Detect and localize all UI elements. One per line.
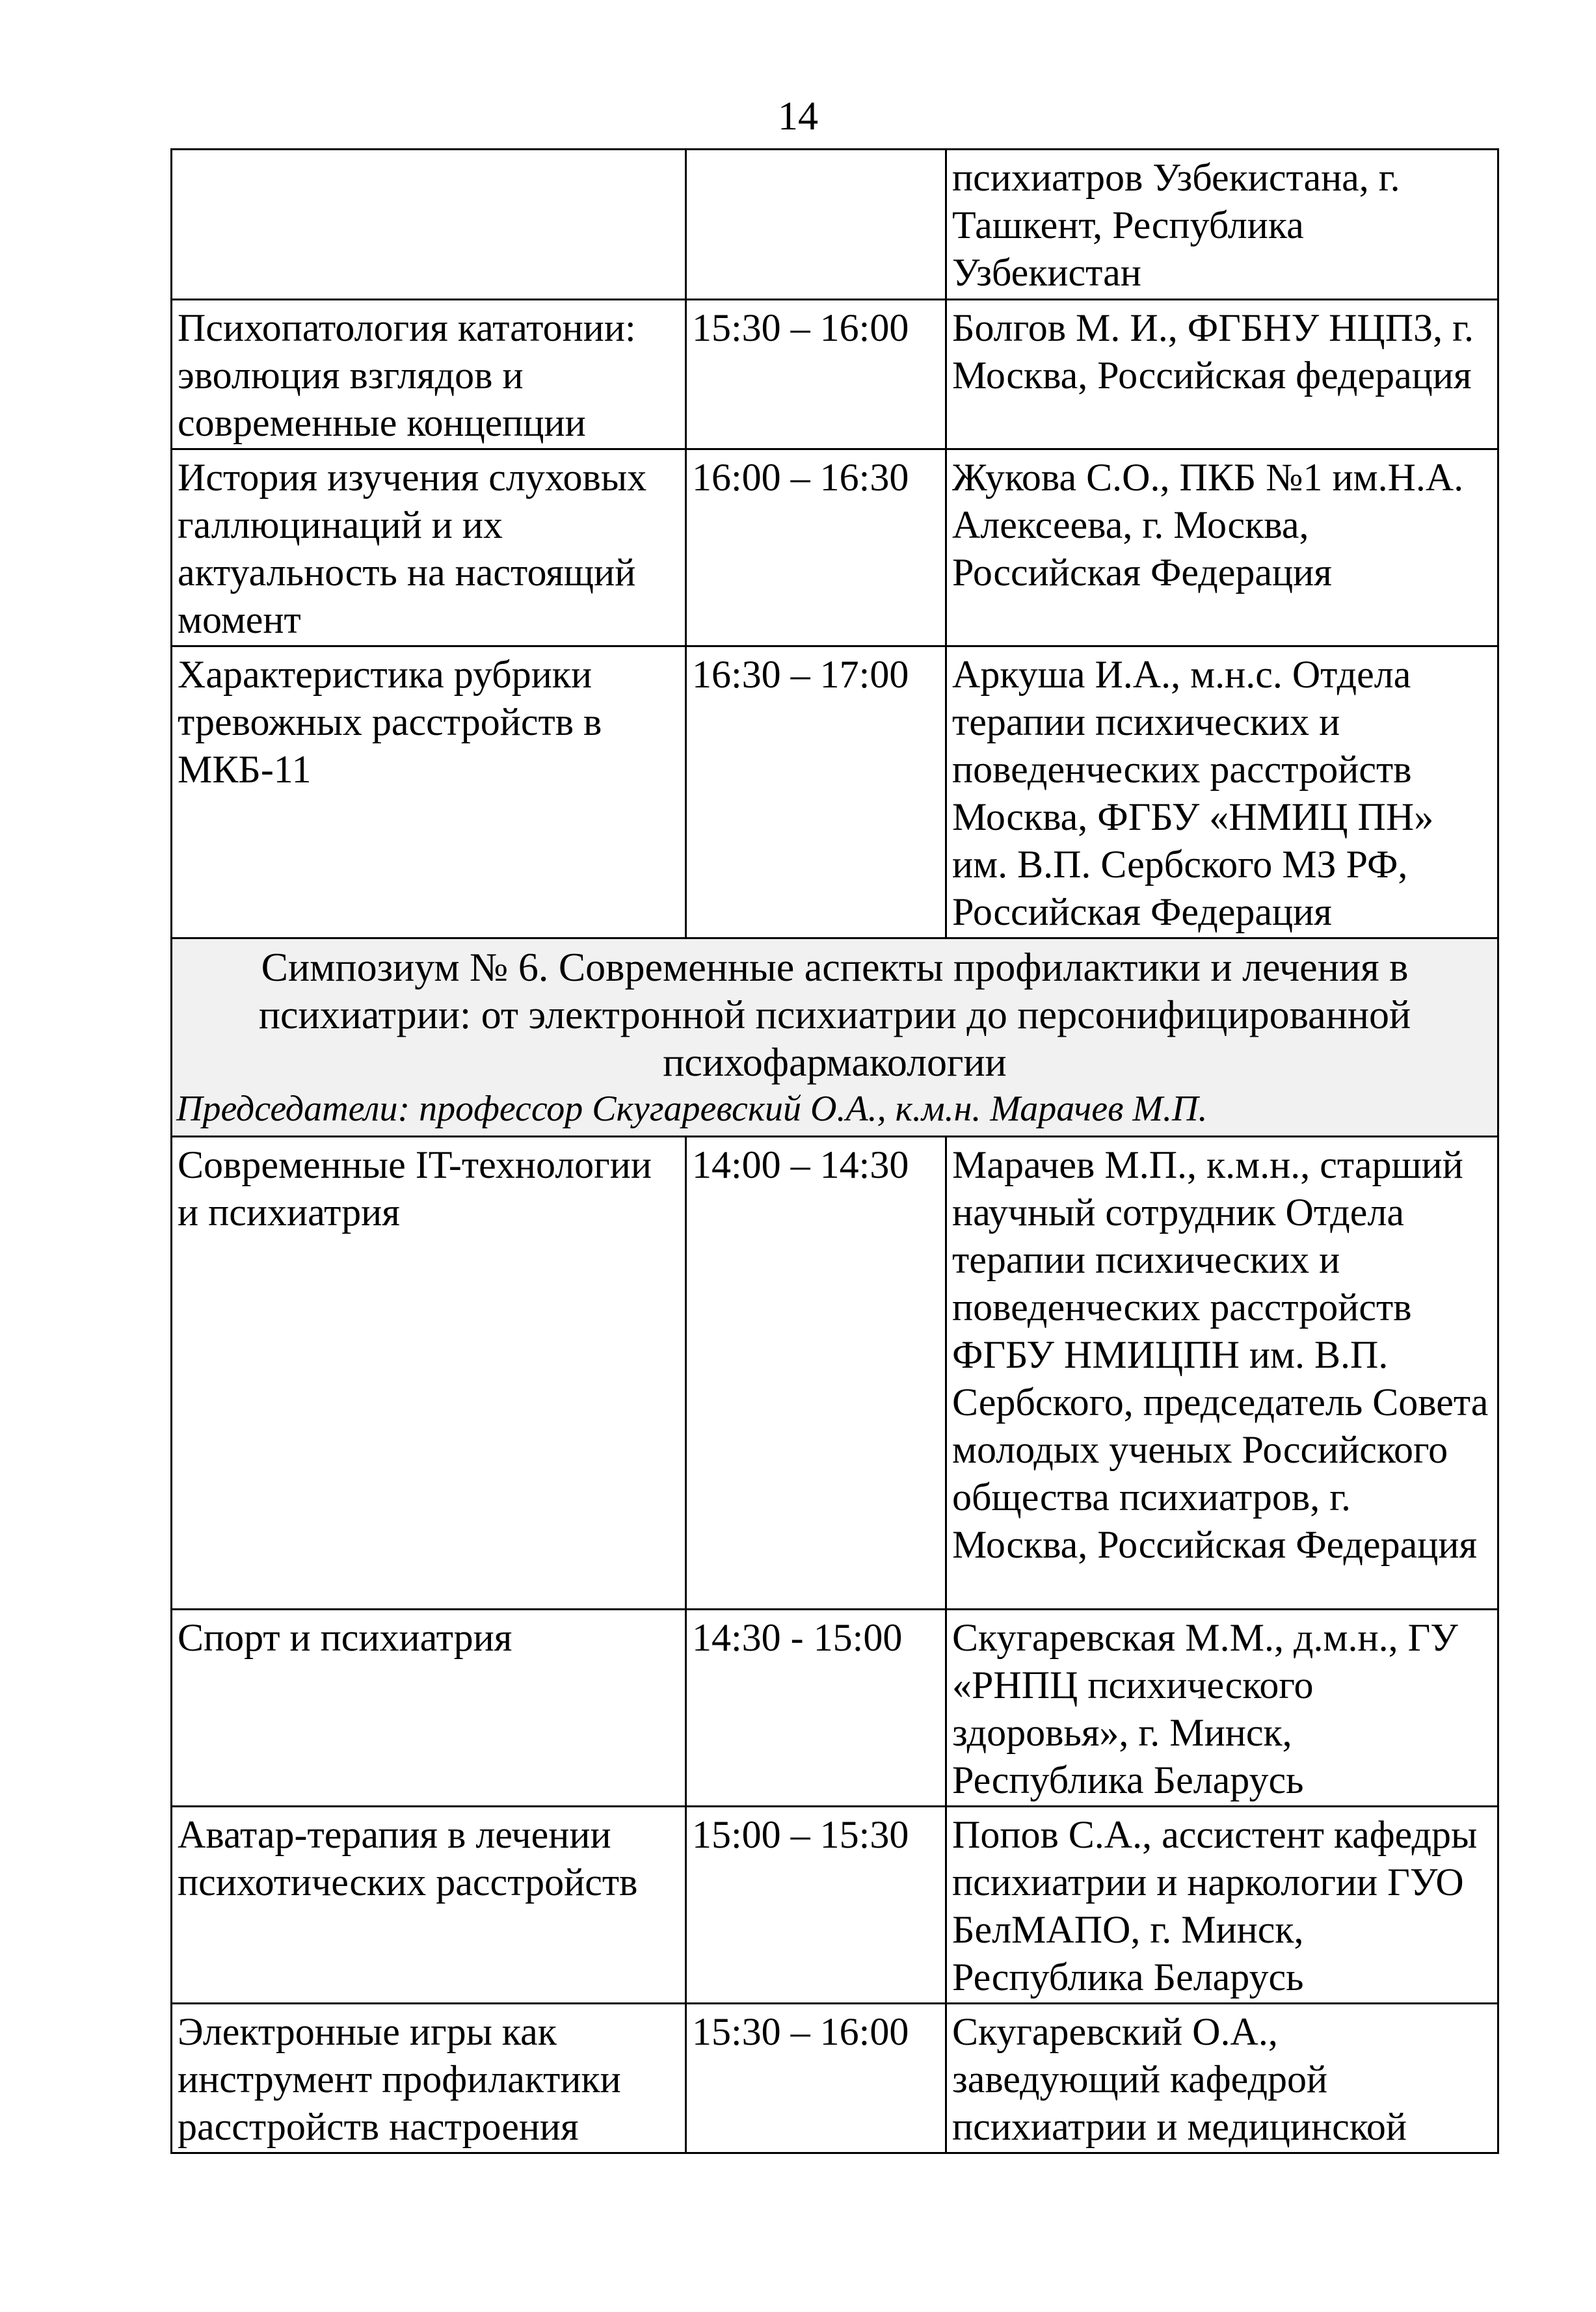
symposium-header-row [172, 938, 1498, 1137]
table-row [172, 2004, 1498, 2153]
time-cell [686, 150, 946, 300]
topic-cell [172, 150, 686, 300]
speaker-cell: Скугаревский О.А., заведующий кафедрой психиатрии и медицинской [946, 2004, 1498, 2153]
topic-cell: Психопатология кататонии: эволюция взглядов и современные концепции [172, 300, 686, 449]
time-cell: 15:30 – 16:00 [686, 2004, 946, 2153]
time-cell: 15:00 – 15:30 [686, 1807, 946, 2004]
speaker-cell: Аркуша И.А., м.н.с. Отдела терапии психических и поведенческих расстройств Москва, ФГБУ «НМИЦ ПН» им. В.П. Сербского МЗ РФ, Российская Федерация [946, 646, 1498, 938]
speaker-cell: Попов С.А., ассистент кафедры психиатрии и наркологии ГУО БелМАПО, г. Минск, Республика Беларусь [946, 1807, 1498, 2004]
topic-cell: Аватар-терапия в лечении психотических расстройств [172, 1807, 686, 2004]
table-row [172, 646, 1498, 938]
speaker-cell: Скугаревская М.М., д.м.н., ГУ «РНПЦ психического здоровья», г. Минск, Республика Беларусь [946, 1610, 1498, 1807]
speaker-cell: психиатров Узбекистана, г. Ташкент, Республика Узбекистан [946, 150, 1498, 300]
symposium-title: Симпозиум № 6. Современные аспекты профилактики и лечения в психиатрии: от электронной психиатрии до персонифицированной психофармакологии [258, 946, 1411, 1085]
topic-cell: Современные IT-технологии и психиатрия [172, 1137, 686, 1610]
time-cell: 15:30 – 16:00 [686, 300, 946, 449]
time-cell: 16:00 – 16:30 [686, 449, 946, 646]
time-cell: 14:30 - 15:00 [686, 1610, 946, 1807]
table-row [172, 1807, 1498, 2004]
topic-cell: Спорт и психиатрия [172, 1610, 686, 1807]
table-row [172, 449, 1498, 646]
symposium-header-cell [172, 938, 1498, 1137]
table-row [172, 1610, 1498, 1807]
table-row [172, 1137, 1498, 1610]
topic-cell: История изучения слуховых галлюцинаций и их актуальность на настоящий момент [172, 449, 686, 646]
time-cell: 16:30 – 17:00 [686, 646, 946, 938]
table-row [172, 300, 1498, 449]
program-schedule-table [170, 148, 1499, 2154]
speaker-cell: Жукова С.О., ПКБ №1 им.Н.А. Алексеева, г. Москва, Российская Федерация [946, 449, 1498, 646]
table-row [172, 150, 1498, 300]
symposium-chairs: Председатели: профессор Скугаревский О.А., к.м.н. Марачев М.П. [176, 1089, 1208, 1129]
topic-cell: Электронные игры как инструмент профилактики расстройств настроения [172, 2004, 686, 2153]
topic-cell: Характеристика рубрики тревожных расстройств в МКБ-11 [172, 646, 686, 938]
speaker-cell: Болгов М. И., ФГБНУ НЦПЗ, г. Москва, Российская федерация [946, 300, 1498, 449]
page-number: 14 [778, 94, 818, 139]
speaker-cell: Марачев М.П., к.м.н., старший научный сотрудник Отдела терапии психических и поведенческих расстройств ФГБУ НМИЦПН им. В.П. Сербского, председатель Совета молодых ученых Российского общества психиатров, г. Москва, Российская Федерация [946, 1137, 1498, 1610]
time-cell: 14:00 – 14:30 [686, 1137, 946, 1610]
